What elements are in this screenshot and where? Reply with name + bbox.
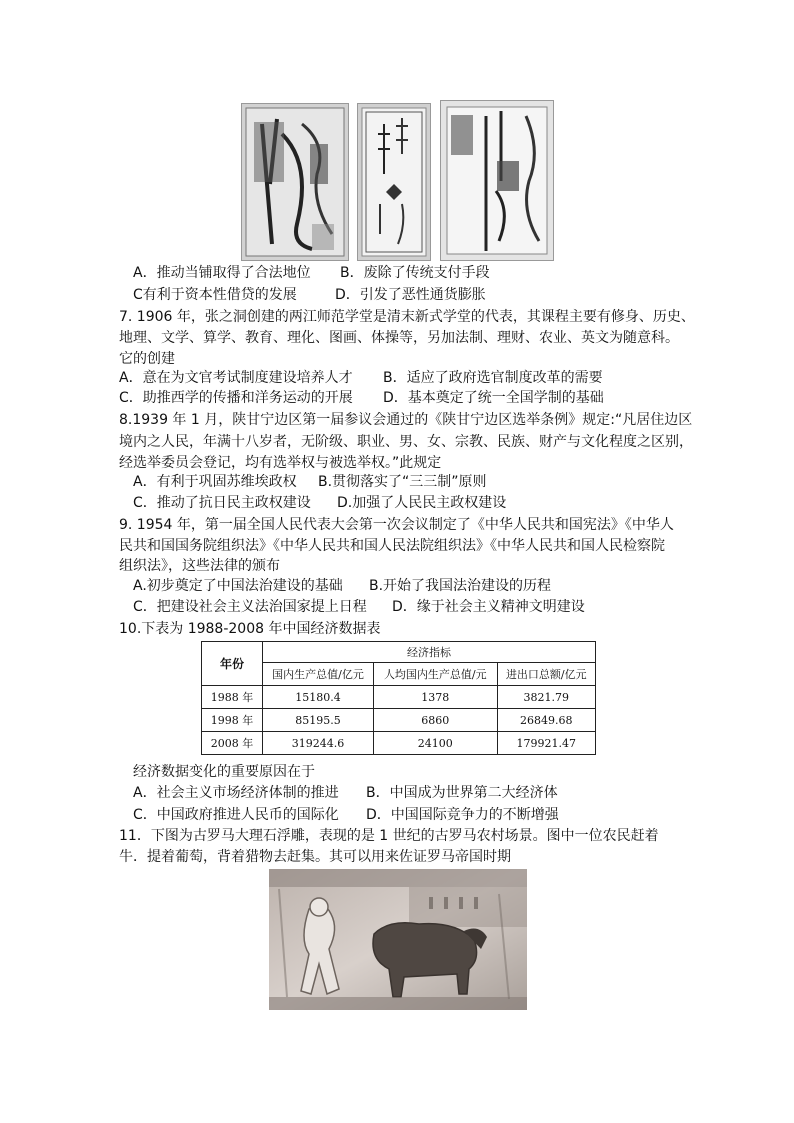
q11-stem-line-1: 11．下图为古罗马大理石浮雕，表现的是 1 世纪的古罗马农村场景。图中一位农民赶着 — [119, 828, 659, 844]
table-cell: 179921.47 — [497, 732, 595, 755]
table-header-indicators: 经济指标 — [263, 642, 596, 663]
table-header-year: 年份 — [202, 642, 263, 686]
roman-relief-photo — [269, 869, 527, 1010]
table-cell: 1378 — [374, 686, 498, 709]
pawn-ticket-photo-2 — [357, 103, 431, 261]
q7-stem-line-2: 地理、文学、算学、教育、理化、图画、体操等，另加法制、理财、农业、英文为随意科。 — [119, 330, 679, 346]
q10-question: 经济数据变化的重要原因在于 — [133, 764, 315, 780]
pawn-ticket-photo-3 — [440, 100, 554, 261]
table-header-gdp-per-capita: 人均国内生产总值/元 — [374, 663, 498, 686]
q6-option-a: A．推动当铺取得了合法地位 — [133, 265, 311, 281]
q7-option-a: A．意在为文官考试制度建设培养人才 — [119, 370, 353, 386]
table-cell-year: 2008 年 — [202, 732, 263, 755]
q10-option-b: B．中国成为世界第二大经济体 — [366, 785, 558, 801]
table-cell: 6860 — [374, 709, 498, 732]
q6-option-c: C有利于资本性借贷的发展 — [133, 287, 297, 303]
table-cell-year: 1988 年 — [202, 686, 263, 709]
q7-stem-line-3: 它的创建 — [119, 351, 175, 367]
table-cell: 26849.68 — [497, 709, 595, 732]
q10-stem: 10.下表为 1988-2008 年中国经济数据表 — [119, 621, 381, 637]
table-cell-year: 1998 年 — [202, 709, 263, 732]
q11-stem-line-2: 牛．提着葡萄，背着猎物去赶集。其可以用来佐证罗马帝国时期 — [119, 849, 511, 865]
q9-stem-line-3: 组织法》，这些法律的颁布 — [119, 558, 280, 574]
q9-option-d: D．缘于社会主义精神文明建设 — [392, 599, 585, 615]
table-header-trade: 进出口总额/亿元 — [497, 663, 595, 686]
q7-option-c: C．助推西学的传播和洋务运动的开展 — [119, 390, 353, 406]
q8-option-c: C．推动了抗日民主政权建设 — [133, 495, 311, 511]
table-row — [202, 732, 596, 755]
q7-stem-line-1: 7. 1906 年，张之洞创建的两江师范学堂是清末新式学堂的代表，其课程主要有修身、历史、 — [119, 309, 695, 325]
economic-data-table — [201, 641, 596, 755]
q6-option-d: D．引发了恶性通货膨胀 — [335, 287, 486, 303]
table-cell: 85195.5 — [263, 709, 374, 732]
q8-stem-line-3: 经选举委员会登记，均有选举权与被选举权。”此规定 — [119, 455, 442, 471]
q9-option-b: B.开始了我国法治建设的历程 — [369, 578, 552, 594]
q9-stem-line-1: 9. 1954 年，第一届全国人民代表大会第一次会议制定了《中华人民共和国宪法》《中华人 — [119, 517, 674, 533]
q8-option-a: A．有利于巩固苏维埃政权 — [133, 474, 297, 490]
q6-option-b: B．废除了传统支付手段 — [340, 265, 490, 281]
table-cell: 15180.4 — [263, 686, 374, 709]
q10-option-c: C．中国政府推进人民币的国际化 — [133, 807, 339, 823]
table-cell: 3821.79 — [497, 686, 595, 709]
q8-option-d: D.加强了人民民主政权建设 — [337, 495, 507, 511]
q8-option-b: B.贯彻落实了“三三制”原则 — [318, 474, 487, 490]
pawn-ticket-photo-1 — [241, 103, 349, 261]
q7-option-d: D．基本奠定了统一全国学制的基础 — [383, 390, 604, 406]
q9-option-c: C．把建设社会主义法治国家提上日程 — [133, 599, 367, 615]
q9-stem-line-2: 民共和国国务院组织法》《中华人民共和国人民法院组织法》《中华人民共和国人民检察院 — [119, 538, 665, 554]
q9-option-a: A.初步奠定了中国法治建设的基础 — [133, 578, 343, 594]
q8-stem-line-2: 境内之人民，年满十八岁者，无阶级、职业、男、女、宗教、民族、财产与文化程度之区别， — [119, 434, 693, 450]
table-cell: 24100 — [374, 732, 498, 755]
table-row — [202, 686, 596, 709]
table-cell: 319244.6 — [263, 732, 374, 755]
q8-stem-line-1: 8.1939 年 1 月，陕甘宁边区第一届参议会通过的《陕甘宁边区选举条例》规定:“凡居住边区 — [119, 412, 693, 428]
q10-option-a: A．社会主义市场经济体制的推进 — [133, 785, 339, 801]
table-header-gdp: 国内生产总值/亿元 — [263, 663, 374, 686]
q10-option-d: D．中国国际竞争力的不断增强 — [366, 807, 559, 823]
q7-option-b: B．适应了政府选官制度改革的需要 — [383, 370, 603, 386]
table-row — [202, 709, 596, 732]
